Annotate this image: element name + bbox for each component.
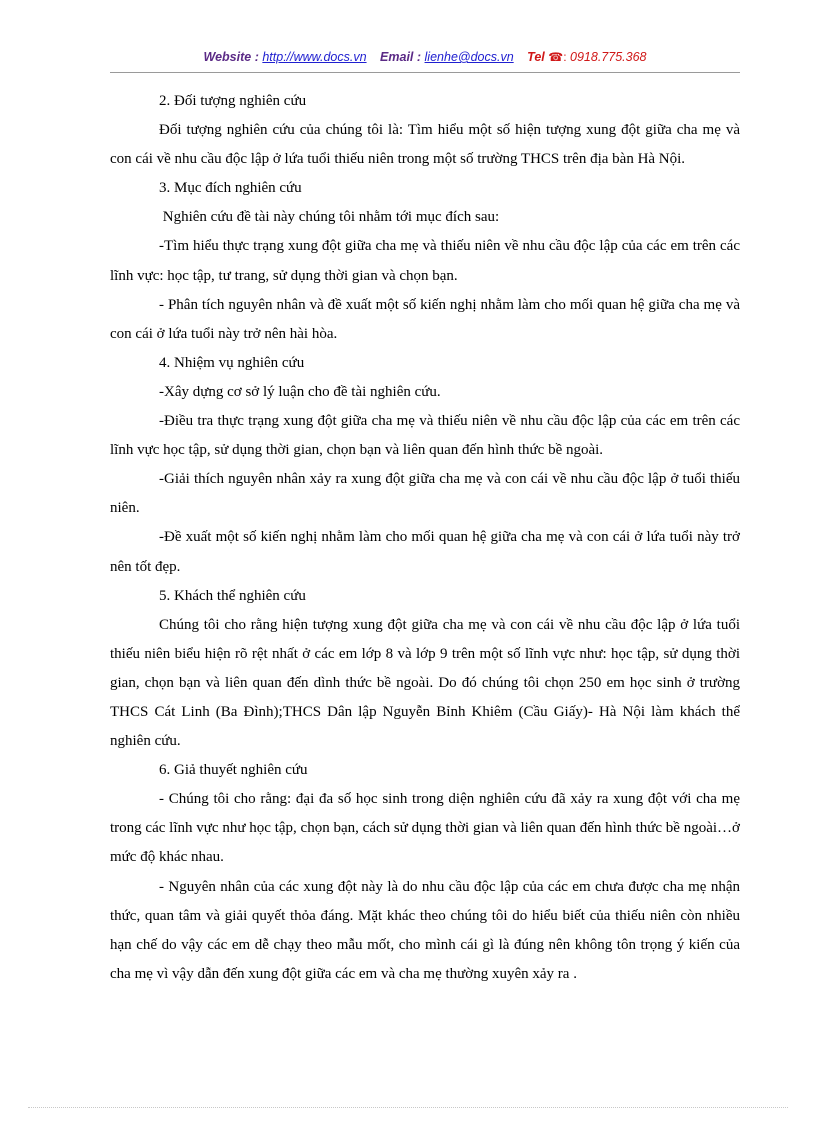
website-link[interactable]: http://www.docs.vn (262, 50, 367, 64)
paragraph: -Xây dựng cơ sở lý luận cho đề tài nghiên cứu. (159, 383, 441, 400)
phone-icon: ☎: (548, 50, 567, 64)
paragraph: - Chúng tôi cho rằng: đại đa số học sinh trong diện nghiên cứu đã xảy ra xung đột với cha mẹ trong các lĩnh vực như học tập, chọn bạn, cách sử dụng thời gian và liên quan đến hình thức bề ngoài…ở mức độ khác nhau. (110, 791, 740, 866)
email-label: Email : (380, 50, 422, 64)
paragraph: -Tìm hiểu thực trạng xung đột giữa cha mẹ và thiếu niên về nhu cầu độc lập của các em trên các lĩnh vực: học tập, tư trang, sử dụng thời gian và chọn bạn. (110, 238, 740, 284)
paragraph: -Đề xuất một số kiến nghị nhằm làm cho mối quan hệ giữa cha mẹ và con cái ở lứa tuổi này trở nên tốt đẹp. (110, 529, 740, 575)
section-heading: 5. Khách thể nghiên cứu (159, 587, 306, 604)
paragraph: Chúng tôi cho rằng hiện tượng xung đột giữa cha mẹ và con cái về nhu cầu độc lập ở lứa tuổi thiếu niên biểu hiện rõ rệt nhất ở các em lớp 8 và lớp 9 trên một số lĩnh vực như: học tập, sử dụng thời gian, chọn bạn và liên quan đến dình thức bề ngoài. Do đó chúng tôi chọn 250 em học sinh ở trường THCS Cát Linh (Ba Đình);THCS Dân lập Nguyễn Bỉnh Khiêm (Cầu Giấy)- Hà Nội làm khách thể nghiên cứu. (110, 616, 740, 750)
section-heading: 4. Nhiệm vụ nghiên cứu (159, 354, 305, 371)
paragraph: -Điều tra thực trạng xung đột giữa cha mẹ và thiếu niên về nhu cầu độc lập của các em trên các lĩnh vực học tập, sử dụng thời gian, chọn bạn và liên quan đến hình thức bề ngoài. (110, 413, 740, 459)
paragraph: - Nguyên nhân của các xung đột này là do nhu cầu độc lập của các em chưa được cha mẹ nhận thức, quan tâm và giải quyết thỏa đáng. Mặt khác theo chúng tôi do hiểu biết của thiếu niên còn nhiều hạn chế do vậy các em dễ chạy theo mẫu mốt, cho mình cái gì là đúng nên không tôn trọng ý kiến của cha mẹ vì vậy dẫn đến xung đột giữa các em và cha mẹ thường xuyên xảy ra . (110, 878, 740, 982)
page-header (110, 50, 740, 64)
section-heading: 6. Giả thuyết nghiên cứu (159, 762, 308, 779)
header-divider (110, 72, 740, 73)
document-body (110, 87, 740, 989)
paragraph: - Phân tích nguyên nhân và đề xuất một số kiến nghị nhằm làm cho mối quan hệ giữa cha mẹ và con cái ở lứa tuổi này trở nên hài hòa. (110, 296, 740, 342)
tel-label: Tel (527, 50, 545, 64)
tel-number: 0918.775.368 (570, 50, 647, 64)
website-label: Website : (203, 50, 259, 64)
section-heading: 2. Đối tượng nghiên cứu (159, 93, 307, 109)
paragraph: -Giải thích nguyên nhân xảy ra xung đột giữa cha mẹ và con cái về nhu cầu độc lập ở tuổi thiếu niên. (110, 471, 740, 517)
footer-divider (28, 1107, 788, 1108)
paragraph: Nghiên cứu đề tài này chúng tôi nhằm tới mục đích sau: (159, 209, 500, 226)
paragraph: Đối tượng nghiên cứu của chúng tôi là: Tìm hiểu một số hiện tượng xung đột giữa cha mẹ và con cái về nhu cầu độc lập ở lứa tuổi thiếu niên trong một số trường THCS trên địa bàn Hà Nội. (110, 122, 740, 168)
email-link[interactable]: lienhe@docs.vn (424, 50, 514, 64)
section-heading: 3. Mục đích nghiên cứu (159, 180, 302, 197)
